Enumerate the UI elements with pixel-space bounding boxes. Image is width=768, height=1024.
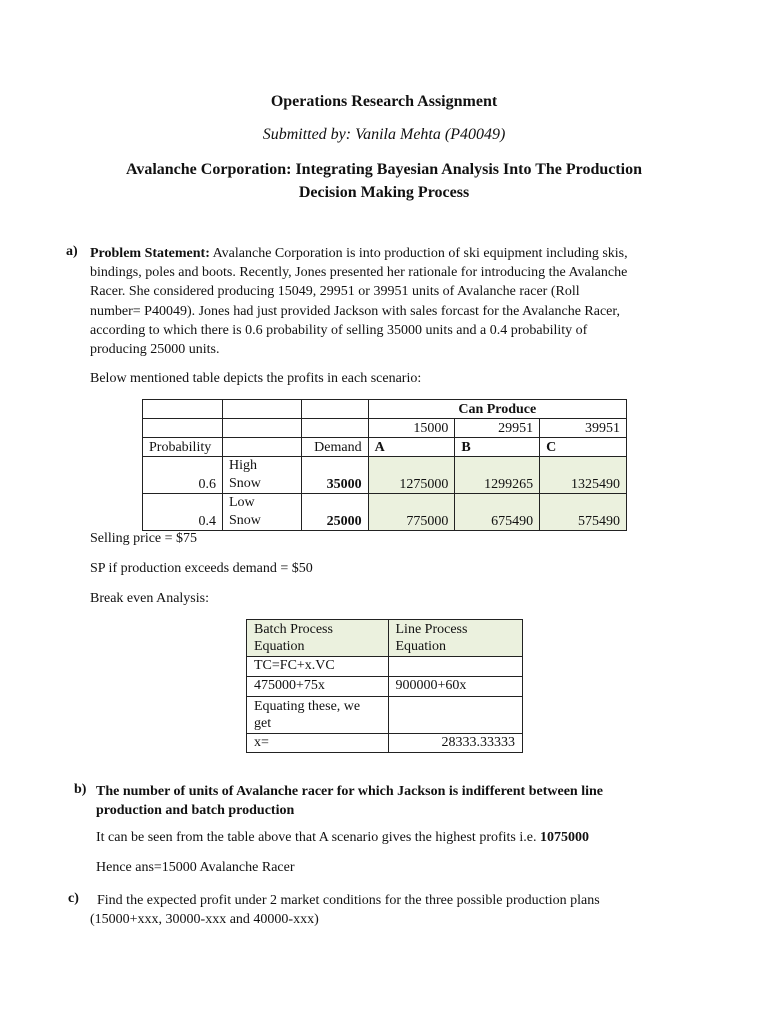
quantity-b: 29951: [455, 419, 540, 438]
snow-condition-cell: [222, 457, 301, 494]
table-row: [247, 697, 523, 734]
table-row: [247, 734, 523, 753]
table-row: [143, 494, 627, 531]
section-b-answer-text: It can be seen from the table above that A scenario gives the highest profits i.e.: [96, 830, 540, 845]
section-a-problem-statement: [90, 244, 680, 359]
batch-process-header-line-1: Batch Process: [254, 622, 333, 637]
case-title-line-2: Decision Making Process: [298, 184, 470, 201]
empty-cell: [222, 438, 301, 457]
problem-statement-label: Problem Statement:: [90, 246, 210, 261]
plan-a-header: A: [368, 438, 455, 457]
problem-line-4: number= P40049). Jones had just provided Jackson with sales forcast for the Avalanche Racer,: [90, 303, 620, 319]
demand-cell: 25000: [301, 494, 368, 531]
section-c-line-2: (15000+xxx, 30000-xxx and 40000-xxx): [90, 912, 319, 927]
plan-b-header: B: [455, 438, 540, 457]
x-label-cell: x=: [247, 734, 389, 753]
break-even-table: [246, 619, 523, 753]
problem-line-2: bindings, poles and boots. Recently, Jones presented her rationale for introducing the Avalanche: [90, 265, 628, 281]
profit-table-row-header-2: [143, 419, 627, 438]
selling-price-note: Selling price = $75: [90, 531, 198, 546]
section-b-marker: b): [74, 782, 87, 797]
snow-condition-cell: [222, 494, 301, 531]
empty-cell: [301, 419, 368, 438]
equation-cell: [388, 657, 523, 677]
equation-cell: 475000+75x: [247, 677, 389, 697]
empty-cell: [222, 419, 301, 438]
problem-line-1: Avalanche Corporation is into production of ski equipment including skis,: [212, 246, 628, 261]
profit-cell-b: 1299265: [455, 457, 540, 494]
problem-line-3: Racer. She considered producing 15049, 29951 or 39951 units of Avalanche racer (Roll: [90, 284, 580, 300]
table-row: [143, 457, 627, 494]
profit-cell-a: 775000: [368, 494, 455, 531]
table-row: [247, 657, 523, 677]
profit-cell-c: 575490: [540, 494, 627, 531]
sp-exceeds-note: SP if production exceeds demand = $50: [90, 561, 313, 576]
empty-cell: [222, 400, 301, 419]
section-b-answer-value: 1075000: [539, 830, 589, 845]
section-c-marker: c): [68, 891, 79, 906]
case-title: [0, 158, 768, 204]
profit-table-row-header-1: [143, 400, 627, 419]
section-b-conclusion: Hence ans=15000 Avalanche Racer: [96, 860, 295, 875]
equation-cell: 900000+60x: [388, 677, 523, 697]
section-b-line-2: production and batch production: [96, 803, 295, 818]
section-b-question: [96, 782, 696, 820]
demand-cell: 35000: [301, 457, 368, 494]
table-intro: Below mentioned table depicts the profits in each scenario:: [90, 371, 422, 386]
profit-cell-b: 675490: [455, 494, 540, 531]
line-process-header-line-2: Equation: [395, 639, 447, 654]
batch-process-header: [247, 620, 389, 657]
batch-process-header-line-2: Equation: [254, 639, 305, 654]
section-a-marker: a): [66, 244, 78, 259]
snow-level: Low: [228, 495, 255, 510]
section-b-line-1: The number of units of Avalanche racer for which Jackson is indifferent between line: [96, 784, 603, 799]
equation-cell: [388, 697, 523, 734]
case-title-line-1: Avalanche Corporation: Integrating Bayesian Analysis Into The Production: [125, 161, 643, 178]
line-process-header: [388, 620, 523, 657]
line-process-header-line-1: Line Process: [395, 622, 468, 637]
profit-cell-a: 1275000: [368, 457, 455, 494]
section-b-answer: [96, 830, 589, 846]
section-c-line-1: Find the expected profit under 2 market conditions for the three possible production plans: [97, 893, 600, 908]
break-even-heading: Break even Analysis:: [90, 591, 209, 606]
plan-c-header: C: [540, 438, 627, 457]
profit-table-row-header-3: [143, 438, 627, 457]
submitted-by: Submitted by: Vanila Mehta (P40049): [262, 126, 506, 143]
problem-line-6: producing 25000 units.: [90, 342, 220, 358]
snow-level: High: [228, 458, 257, 473]
demand-header: Demand: [301, 438, 368, 457]
snow-word: Snow: [228, 513, 261, 528]
can-produce-header: Can Produce: [368, 400, 626, 419]
probability-cell: 0.6: [143, 457, 223, 494]
equating-line-1: Equating these, we: [254, 699, 361, 714]
x-value-cell: 28333.33333: [388, 734, 523, 753]
section-c-question: [90, 891, 710, 929]
quantity-a: 15000: [368, 419, 455, 438]
equation-cell: TC=FC+x.VC: [247, 657, 389, 677]
probability-cell: 0.4: [143, 494, 223, 531]
equating-cell: [247, 697, 389, 734]
empty-cell: [143, 400, 223, 419]
table-row: [247, 677, 523, 697]
table-row: [247, 620, 523, 657]
problem-line-5: according to which there is 0.6 probability of selling 35000 units and a 0.4 probability of: [90, 322, 588, 338]
empty-cell: [143, 419, 223, 438]
probability-header: Probability: [143, 438, 223, 457]
document-title: Operations Research Assignment: [270, 93, 498, 110]
profit-table: [142, 399, 627, 531]
quantity-c: 39951: [540, 419, 627, 438]
snow-word: Snow: [228, 476, 261, 491]
equating-line-2: get: [254, 716, 272, 731]
profit-cell-c: 1325490: [540, 457, 627, 494]
empty-cell: [301, 400, 368, 419]
